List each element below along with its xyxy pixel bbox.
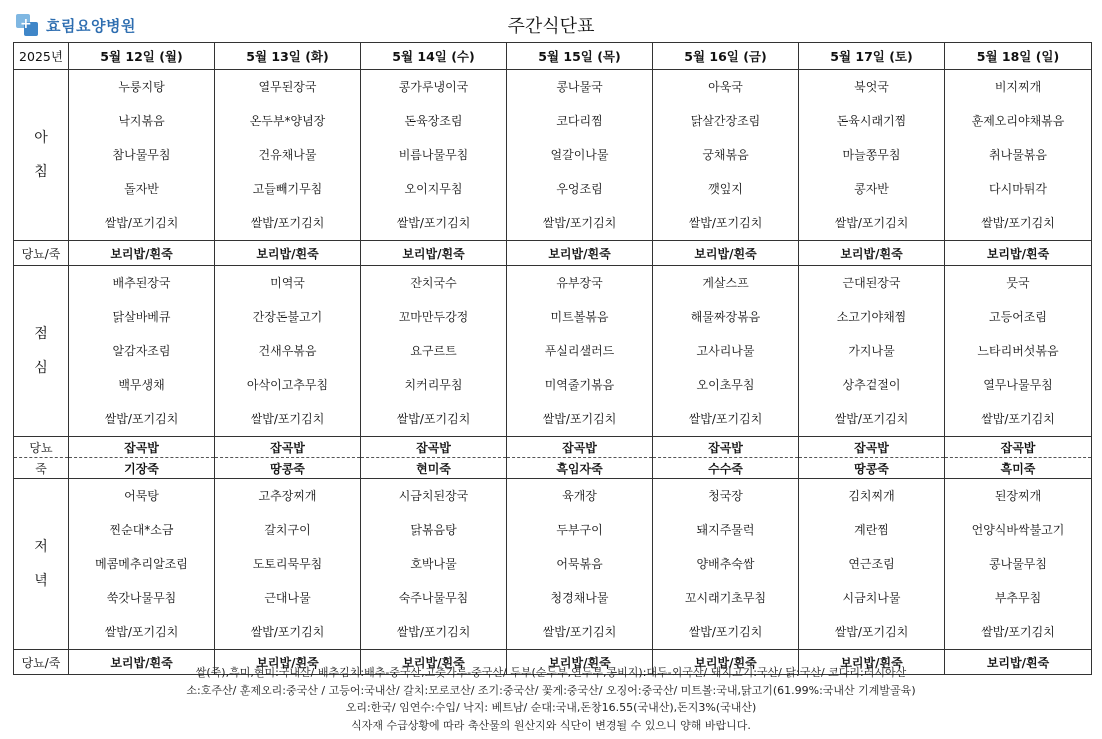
menu-item: 참나물무침 [112,148,171,162]
menu-item: 비지찌개 [994,80,1042,94]
dinner-sub-cell: 보리밥/흰죽 [653,650,799,675]
weekly-menu-table [13,42,1092,675]
menu-item: 근대된장국 [842,276,901,290]
menu-item: 쌀밥/포기김치 [688,216,763,230]
dinner-sub-cell: 보리밥/흰죽 [507,650,653,675]
menu-item: 돈육장조림 [404,114,463,128]
menu-item: 쌀밥/포기김치 [250,216,325,230]
lunch-porridge-cell: 수수죽 [653,458,799,479]
dinner-sub-cell: 보리밥/흰죽 [215,650,361,675]
menu-item: 쌀밥/포기김치 [250,625,325,639]
menu-item: 시금치된장국 [398,489,469,503]
breakfast-menu-cell [653,70,799,241]
lunch-label: 점 심 [14,266,69,437]
menu-item: 백무생채 [118,378,165,392]
breakfast-sub-cell: 보리밥/흰죽 [507,241,653,266]
dinner-sub-cell: 보리밥/흰죽 [945,650,1092,675]
menu-item: 돈육시래기찜 [836,114,907,128]
menu-item: 알감자조림 [112,344,171,358]
menu-item: 취나물볶음 [989,148,1047,162]
lunch-porridge-label: 죽 [14,458,69,479]
menu-item: 쌀밥/포기김치 [834,216,909,230]
menu-item: 언양식바싹불고기 [971,523,1065,537]
menu-item: 갈치구이 [264,523,311,537]
menu-item: 닭살간장조림 [690,114,761,128]
menu-item: 간장돈불고기 [252,310,323,324]
menu-item: 쌀밥/포기김치 [542,625,617,639]
dinner-menu-cell [799,479,945,650]
menu-item: 호박나물 [410,557,457,571]
lunch-menu-cell [361,266,507,437]
breakfast-menu-cell [361,70,507,241]
menu-item: 열무나물무침 [983,378,1053,392]
menu-item: 청국장 [708,489,743,503]
breakfast-sub-cell: 보리밥/흰죽 [945,241,1092,266]
dinner-menu-cell [215,479,361,650]
menu-item: 고들빼기무침 [252,182,323,196]
menu-item: 고사리나물 [696,344,755,358]
menu-item: 쌀밥/포기김치 [688,625,763,639]
menu-item: 가지나물 [848,344,895,358]
menu-item: 양배추숙쌈 [696,557,755,571]
lunch-diabetic-cell: 잡곡밥 [653,437,799,458]
menu-item: 오이초무침 [696,378,755,392]
note-line: 쌀(죽),흑미,현미:국내산/ 배추김치:배추-중국산,고춧가루-중국산/ 두부(순두부,연두부,콩비지):대두-외국산/ 돼지고기:국산/ 닭:국산/ 코다리:러시아산 [195,666,907,679]
menu-item: 쌀밥/포기김치 [688,412,763,426]
menu-item: 게살스프 [702,276,749,290]
lunch-menu-cell [799,266,945,437]
day-header: 5월 13일 (화) [215,43,361,70]
breakfast-menu-cell [69,70,215,241]
menu-item: 쌀밥/포기김치 [104,216,179,230]
lunch-porridge-cell: 흑미죽 [945,458,1092,479]
menu-item: 요구르트 [410,344,457,358]
lunch-porridge-cell: 땅콩죽 [215,458,361,479]
menu-item: 상추겉절이 [842,378,901,392]
menu-item: 쌀밥/포기김치 [542,216,617,230]
year-cell: 2025년 [14,43,69,70]
menu-item: 쌀밥/포기김치 [834,625,909,639]
menu-item: 건새우볶음 [258,344,317,358]
menu-item: 쌀밥/포기김치 [981,216,1055,230]
lunch-diabetic-cell: 잡곡밥 [799,437,945,458]
menu-item: 푸실리샐러드 [544,344,615,358]
menu-item: 미트볼볶음 [550,310,609,324]
menu-item: 깻잎지 [708,182,743,196]
menu-item: 돼지주물럭 [696,523,755,537]
menu-item: 어묵볶음 [556,557,603,571]
menu-item: 잔치국수 [410,276,457,290]
menu-item: 연근조림 [848,557,895,571]
day-header: 5월 14일 (수) [361,43,507,70]
note-line: 소:호주산/ 훈제오리:중국산 / 고등어:국내산/ 갈치:모로코산/ 조기:중국산/ 꽃게:중국산/ 오징어:중국산/ 미트볼:국내,닭고기(61.99%:국내산 기계발골육) [186,683,916,697]
day-header: 5월 16일 (금) [653,43,799,70]
lunch-menu-cell [215,266,361,437]
menu-item: 소고기야채찜 [836,310,907,324]
menu-item: 꼬시래기초무침 [684,591,767,605]
page-title: 주간식단표 [507,16,595,37]
menu-item: 고등어조림 [989,310,1047,324]
menu-item: 오이지무침 [404,182,463,196]
note-line: 식자재 수급상황에 따라 축산물의 원산지와 식단이 변경될 수 있으니 양해 바랍니다. [351,718,751,732]
menu-item: 우엉조림 [556,182,603,196]
breakfast-sub-label: 당뇨/죽 [14,241,69,266]
menu-item: 온두부*양념장 [249,114,326,128]
hospital-name: 효림요양병원 [46,16,136,35]
dinner-menu-cell [945,479,1092,650]
menu-item: 마늘쫑무침 [842,148,901,162]
note-line: 오리:한국/ 임연수:수입/ 낙지: 베트남/ 순대:국내,돈창16.55(국내산),돈지3%(국내산) [345,701,757,715]
lunch-porridge-cell: 땅콩죽 [799,458,945,479]
menu-item: 근대나물 [264,591,311,605]
breakfast-sub-cell: 보리밥/흰죽 [361,241,507,266]
menu-item: 쌀밥/포기김치 [104,625,179,639]
dinner-menu-cell [361,479,507,650]
menu-item: 치커리무침 [404,378,463,392]
menu-item: 아삭이고추무침 [246,378,329,392]
breakfast-label: 아 침 [14,70,69,241]
lunch-porridge-cell: 현미죽 [361,458,507,479]
menu-item: 콩자반 [854,182,889,196]
lunch-diabetic-cell: 잡곡밥 [507,437,653,458]
day-header: 5월 12일 (월) [69,43,215,70]
lunch-diabetic-cell: 잡곡밥 [69,437,215,458]
menu-item: 쌀밥/포기김치 [396,625,471,639]
menu-item: 미역줄기볶음 [544,378,615,392]
lunch-menu-cell [653,266,799,437]
breakfast-sub-cell: 보리밥/흰죽 [215,241,361,266]
lunch-menu-cell [945,266,1092,437]
menu-item: 고추장찌개 [258,489,317,503]
menu-item: 유부장국 [556,276,603,290]
menu-item: 배추된장국 [112,276,171,290]
menu-item: 건유채나물 [258,148,317,162]
menu-item: 얼갈이나물 [550,148,609,162]
menu-item: 계란찜 [854,523,889,537]
lunch-diabetic-cell: 잡곡밥 [945,437,1092,458]
menu-item: 쌀밥/포기김치 [396,216,471,230]
menu-item: 된장찌개 [994,489,1042,503]
menu-item: 훈제오리야채볶음 [971,114,1065,128]
menu-item: 비름나물무침 [398,148,469,162]
day-header: 5월 18일 (일) [945,43,1092,70]
dinner-menu-cell [69,479,215,650]
day-header: 5월 15일 (목) [507,43,653,70]
breakfast-sub-cell: 보리밥/흰죽 [653,241,799,266]
lunch-menu-cell [69,266,215,437]
menu-item: 아욱국 [708,80,743,94]
menu-item: 콩나물무침 [989,557,1047,571]
menu-item: 찐순대*소금 [109,523,174,537]
menu-item: 육개장 [562,489,597,503]
breakfast-menu-cell [507,70,653,241]
breakfast-sub-cell: 보리밥/흰죽 [799,241,945,266]
dinner-menu-cell [507,479,653,650]
menu-item: 시금치나물 [842,591,901,605]
origin-notes [0,664,1102,734]
menu-item: 쌀밥/포기김치 [104,412,179,426]
menu-item: 닭살바베큐 [112,310,171,324]
menu-item: 쌀밥/포기김치 [542,412,617,426]
menu-item: 메콤메추리알조림 [95,557,188,571]
dinner-sub-cell: 보리밥/흰죽 [69,650,215,675]
menu-item: 돌자반 [124,182,159,196]
dinner-sub-cell: 보리밥/흰죽 [799,650,945,675]
breakfast-menu-cell [799,70,945,241]
menu-item: 꼬마만두강정 [398,310,469,324]
menu-item: 부추무침 [994,591,1042,605]
menu-item: 쌀밥/포기김치 [250,412,325,426]
menu-item: 어묵탕 [124,489,159,503]
lunch-menu-cell [507,266,653,437]
breakfast-menu-cell [215,70,361,241]
lunch-diabetic-cell: 잡곡밥 [361,437,507,458]
menu-item: 코다리찜 [556,114,603,128]
medical-cross-icon: + [14,12,40,38]
menu-item: 누룽지탕 [118,80,165,94]
dinner-menu-cell [653,479,799,650]
menu-item: 뭇국 [1006,276,1030,290]
menu-item: 도토리묵무침 [252,557,323,571]
menu-item: 미역국 [270,276,305,290]
menu-item: 청경채나물 [550,591,609,605]
menu-item: 닭볶음탕 [410,523,457,537]
lunch-porridge-cell: 기장죽 [69,458,215,479]
menu-item: 콩가루냉이국 [398,80,469,94]
menu-item: 열무된장국 [258,80,317,94]
menu-item: 낙지볶음 [118,114,165,128]
menu-item: 북엇국 [854,80,889,94]
menu-item: 두부구이 [556,523,603,537]
breakfast-sub-cell: 보리밥/흰죽 [69,241,215,266]
menu-item: 쌀밥/포기김치 [834,412,909,426]
dinner-sub-cell: 보리밥/흰죽 [361,650,507,675]
menu-item: 숙주나물무침 [398,591,469,605]
menu-item: 콩나물국 [556,80,603,94]
lunch-porridge-cell: 흑임자죽 [507,458,653,479]
lunch-diabetic-label: 당뇨 [14,437,69,458]
menu-item: 쌀밥/포기김치 [396,412,471,426]
dinner-sub-label: 당뇨/죽 [14,650,69,675]
dinner-label: 저 녁 [14,479,69,650]
lunch-diabetic-cell: 잡곡밥 [215,437,361,458]
menu-item: 느타리버섯볶음 [977,344,1059,358]
breakfast-menu-cell [945,70,1092,241]
menu-item: 쑥갓나물무침 [106,591,177,605]
menu-item: 김치찌개 [848,489,895,503]
menu-item: 쌀밥/포기김치 [981,625,1055,639]
menu-item: 해물짜장볶음 [690,310,761,324]
menu-item: 쌀밥/포기김치 [981,412,1055,426]
menu-item: 궁채볶음 [702,148,749,162]
menu-item: 다시마튀각 [989,182,1047,196]
day-header: 5월 17일 (토) [799,43,945,70]
